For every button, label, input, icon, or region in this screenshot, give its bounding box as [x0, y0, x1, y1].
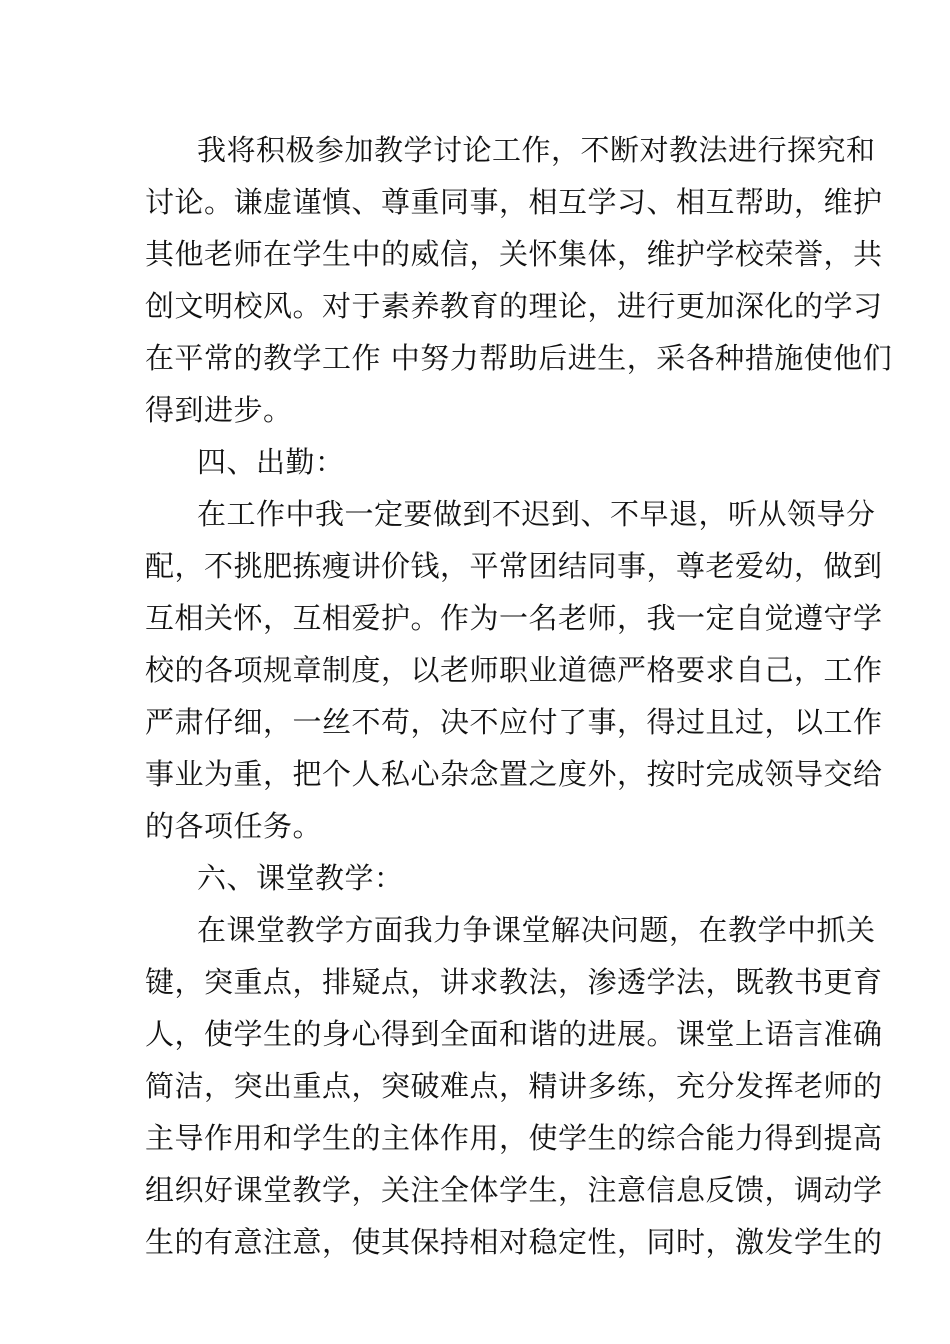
text-line: 其他老师在学生中的威信，关怀集体，维护学校荣誉，共 — [145, 237, 883, 271]
text-line: 严肃仔细，一丝不苟，决不应付了事，得过且过，以工作 — [145, 705, 883, 739]
text-line: 讨论。谦虚谨慎、尊重同事，相互学习、相互帮助，维护 — [145, 185, 883, 219]
text-line: 我将积极参加教学讨论工作，不断对教法进行探究和 — [197, 133, 876, 167]
text-line: 互相关怀，互相爱护。作为一名老师，我一定自觉遵守学 — [145, 601, 883, 635]
text-line: 事业为重，把个人私心杂念置之度外，按时完成领导交给 — [145, 757, 883, 791]
text-line: 生的有意注意，使其保持相对稳定性，同时，激发学生的 — [145, 1225, 883, 1259]
section-heading: 六、课堂教学： — [197, 861, 404, 895]
text-line: 人，使学生的身心得到全面和谐的进展。课堂上语言准确 — [145, 1017, 883, 1051]
text-line: 创文明校风。对于素养教育的理论，进行更加深化的学习 — [145, 289, 883, 323]
text-line: 得到进步。 — [145, 393, 293, 427]
text-line: 在工作中我一定要做到不迟到、不早退，听从领导分 — [197, 497, 876, 531]
text-line: 键，突重点，排疑点，讲求教法，渗透学法，既教书更育 — [145, 965, 883, 999]
text-line: 主导作用和学生的主体作用，使学生的综合能力得到提高 — [145, 1121, 883, 1155]
text-line: 配，不挑肥拣瘦讲价钱，平常团结同事，尊老爱幼，做到 — [145, 549, 883, 583]
text-line: 简洁，突出重点，突破难点，精讲多练，充分发挥老师的 — [145, 1069, 883, 1103]
section-heading: 四、出勤： — [197, 445, 345, 479]
text-line: 校的各项规章制度，以老师职业道德严格要求自己，工作 — [145, 653, 883, 687]
text-line: 在平常的教学工作 中努力帮助后进生，采各种措施使他们 — [145, 341, 893, 375]
text-line: 在课堂教学方面我力争课堂解决问题，在教学中抓关 — [197, 913, 876, 947]
text-line: 组织好课堂教学，关注全体学生，注意信息反馈，调动学 — [145, 1173, 883, 1207]
text-line: 的各项任务。 — [145, 809, 323, 843]
